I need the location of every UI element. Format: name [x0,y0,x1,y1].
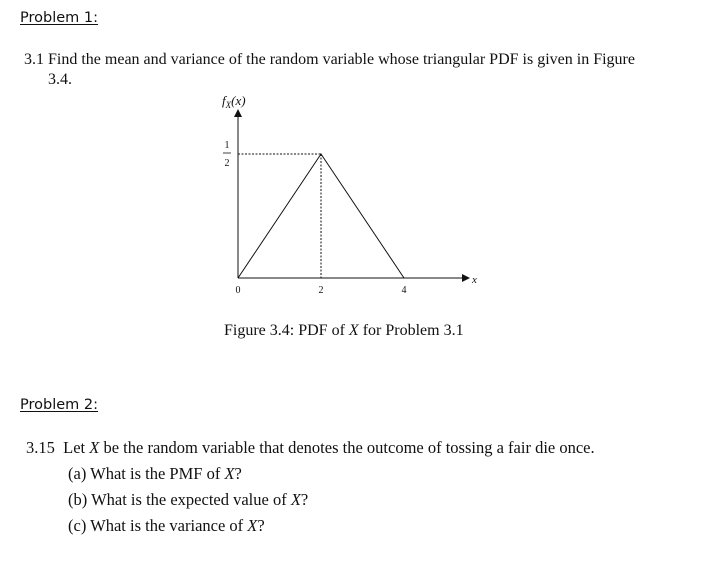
y-axis-label-arg: (x) [231,93,246,108]
problem-2-heading: Problem 2: [20,397,99,413]
problem-1-statement [24,51,635,69]
problem-1-heading: Problem 1: [20,10,99,26]
part-c-label: (c) [68,516,87,535]
pdf-figure [200,88,490,303]
y-axis-label-f: f [222,93,226,108]
problem-2-intro-var: X [89,438,100,457]
problem-2-part-b [68,490,308,510]
figure-caption-prefix: Figure 3.4: PDF of [224,322,349,339]
problem-2-number: 3.15 [26,438,55,457]
problem-1-text-line1: Find the mean and variance of the random variable whose triangular PDF is given in Figure [48,51,635,68]
problem-2-part-c [68,516,265,536]
problem-2-part-a [68,464,242,484]
y-axis-label-subscript: X [225,100,232,110]
part-a-text: What is the PMF of [90,464,225,483]
figure-caption [224,322,464,340]
y-tick-numerator: 1 [224,140,230,151]
problem-2-intro-suffix: be the random variable that denotes the outcome of tossing a fair die once. [99,438,595,457]
part-a-var: X [224,464,235,483]
problem-2-statement [26,438,595,458]
y-tick-denominator: 2 [224,158,230,169]
problem-2-intro-prefix: Let [63,438,90,457]
y-axis-label [222,93,246,110]
problem-1-number: 3.1 [24,51,44,68]
x-tick-4: 4 [401,285,407,296]
figure-caption-suffix: for Problem 3.1 [358,322,464,339]
x-axis-label: x [472,274,477,286]
part-b-label: (b) [68,490,88,509]
figure-caption-var: X [348,322,359,339]
x-tick-2: 2 [318,285,324,296]
part-b-text: What is the expected value of [91,490,291,509]
part-c-text: What is the variance of [90,516,248,535]
part-a-label: (a) [68,464,87,483]
problem-1-text-line2: 3.4. [48,71,72,88]
part-b-var: X [290,490,301,509]
part-c-var: X [247,516,258,535]
part-a-end: ? [234,464,242,483]
part-b-end: ? [300,490,309,509]
part-c-end: ? [257,516,265,535]
x-tick-0: 0 [235,285,241,296]
